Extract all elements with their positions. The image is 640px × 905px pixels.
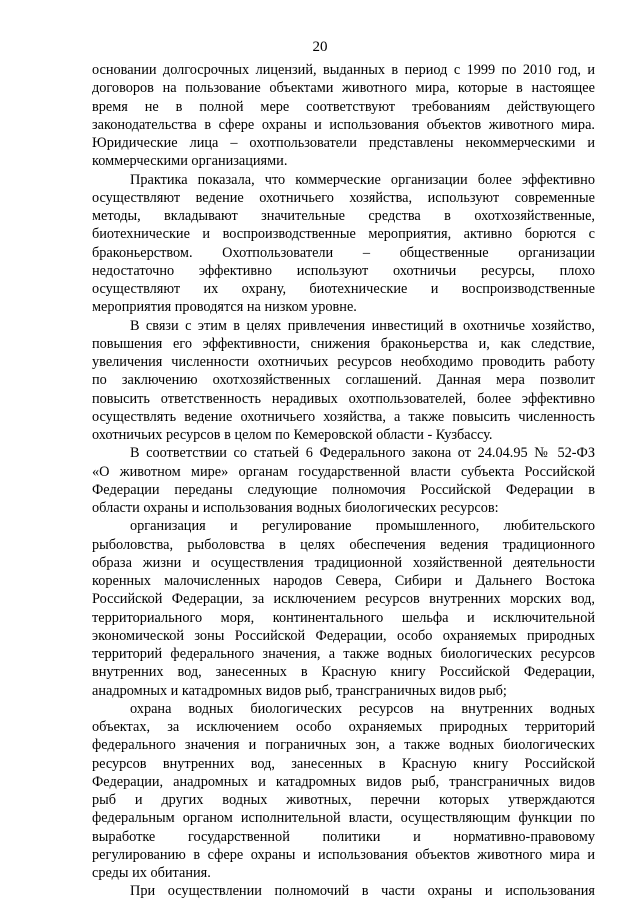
text-line: В связи с этим в целях привлечения инвестиций в охотничье хозяйство, [130, 317, 595, 334]
page-number: 20 [312, 39, 328, 55]
text-line: Российской Федерации, за исключением ресурсов внутренних морских вод, [92, 591, 595, 608]
text-line: повышения его эффективности, снижения браконьерства и, как следствие, [92, 335, 595, 352]
text-line: среды их обитания. [92, 865, 211, 881]
text-line: области охраны и использования водных биологических ресурсов: [92, 500, 499, 516]
text-line: осуществляют ведение охотничьего хозяйства, используют современные [92, 189, 595, 206]
text-line: по заключению охотхозяйственных соглашений. Данная мера позволит [92, 372, 595, 389]
text-line: Юридические лица – охотпользователи представлены некоммерческими и [92, 135, 595, 151]
text-line: методы, вкладывают значительные средства в охотхозяйственные, [92, 208, 595, 224]
text-line: регулированию в сфере охраны и использования объектов животного мира и [92, 846, 595, 863]
text-line: время не в полной мере соответствуют требованиям действующего [92, 98, 595, 115]
text-line: территориального моря, континентального шельфа и исключительной [92, 609, 595, 626]
text-line: биотехнические и воспроизводственные мероприятия, активно борются с [92, 226, 595, 243]
text-line: экономической зоны Российской Федерации, особо охраняемых природных [92, 627, 595, 644]
text-line: В соответствии со статьей 6 Федерального закона от 24.04.95 № 52-ФЗ [130, 445, 595, 462]
text-line: рыб и других водных животных, перечни которых утверждаются [92, 792, 595, 808]
text-line: анадромных и катадромных видов рыб, трансграничных видов рыб; [92, 682, 507, 699]
text-line: организация и регулирование промышленного, любительского [130, 518, 595, 535]
text-line: Практика показала, что коммерческие организации более эффективно [130, 171, 595, 188]
text-line: увеличения численности охотничьих ресурсов необходимо проводить работу [92, 354, 595, 370]
text-line: федеральным органом исполнительной власти, осуществляющим функции по [92, 810, 595, 827]
text-line: осуществлять ведение охотничьего хозяйства, а также повысить численность [92, 408, 595, 425]
text-line: Федерации, анадромных и катадромных видов рыб, трансграничных видов [92, 773, 595, 790]
text-line: браконьерством. Охотпользователи – общественные организации [92, 244, 595, 261]
text-line: «О животном мире» органам государственной власти субъекта Российской [92, 463, 595, 480]
text-line: ресурсов внутренних вод, занесенных в Красную книгу Российской [92, 755, 595, 772]
text-line: повысить ответственность нерадивых охотпользователей, более эффективно [92, 390, 595, 407]
text-line: договоров на пользование объектами животного мира, которые в настоящее [92, 80, 595, 97]
text-line: осуществляют их охрану, биотехнические и воспроизводственные [92, 281, 595, 297]
text-line: охрана водных биологических ресурсов на внутренних водных [130, 700, 595, 717]
text-line: внутренних вод, занесенных в Красную книгу Российской Федерации, [92, 664, 595, 681]
text-line: Федерации переданы следующие полномочия Российской Федерации в [92, 481, 595, 498]
text-line: основании долгосрочных лицензий, выданных в период с 1999 по 2010 год, и [92, 62, 595, 78]
text-line: коренных малочисленных народов Севера, Сибири и Дальнего Востока [92, 573, 595, 589]
text-line: территорий федерального значения, а также водных биологических ресурсов [92, 646, 595, 662]
text-line: образа жизни и осуществления традиционной хозяйственной деятельности [92, 554, 595, 571]
text-line: охотничьих ресурсов в целом по Кемеровской области - Кузбассу. [92, 427, 493, 443]
document-body [92, 61, 595, 901]
text-line: законодательства в сфере охраны и использования объектов животного мира. [92, 116, 595, 133]
text-line: При осуществлении полномочий в части охраны и использования [130, 883, 595, 900]
text-line: федерального значения и пограничных зон, а также водных биологических [92, 737, 595, 754]
text-line: мероприятия проводятся на низком уровне. [92, 299, 357, 316]
text-line: выработке государственной политики и нормативно-правовому [92, 828, 595, 845]
text-line: объектах, за исключением особо охраняемых природных территорий [92, 719, 595, 735]
text-line: коммерческими организациями. [92, 153, 288, 170]
text-line: рыболовства, рыболовства в целях обеспечения ведения традиционного [92, 536, 595, 553]
text-line: недостаточно эффективно используют охотничьи ресурсы, плохо [92, 262, 595, 279]
